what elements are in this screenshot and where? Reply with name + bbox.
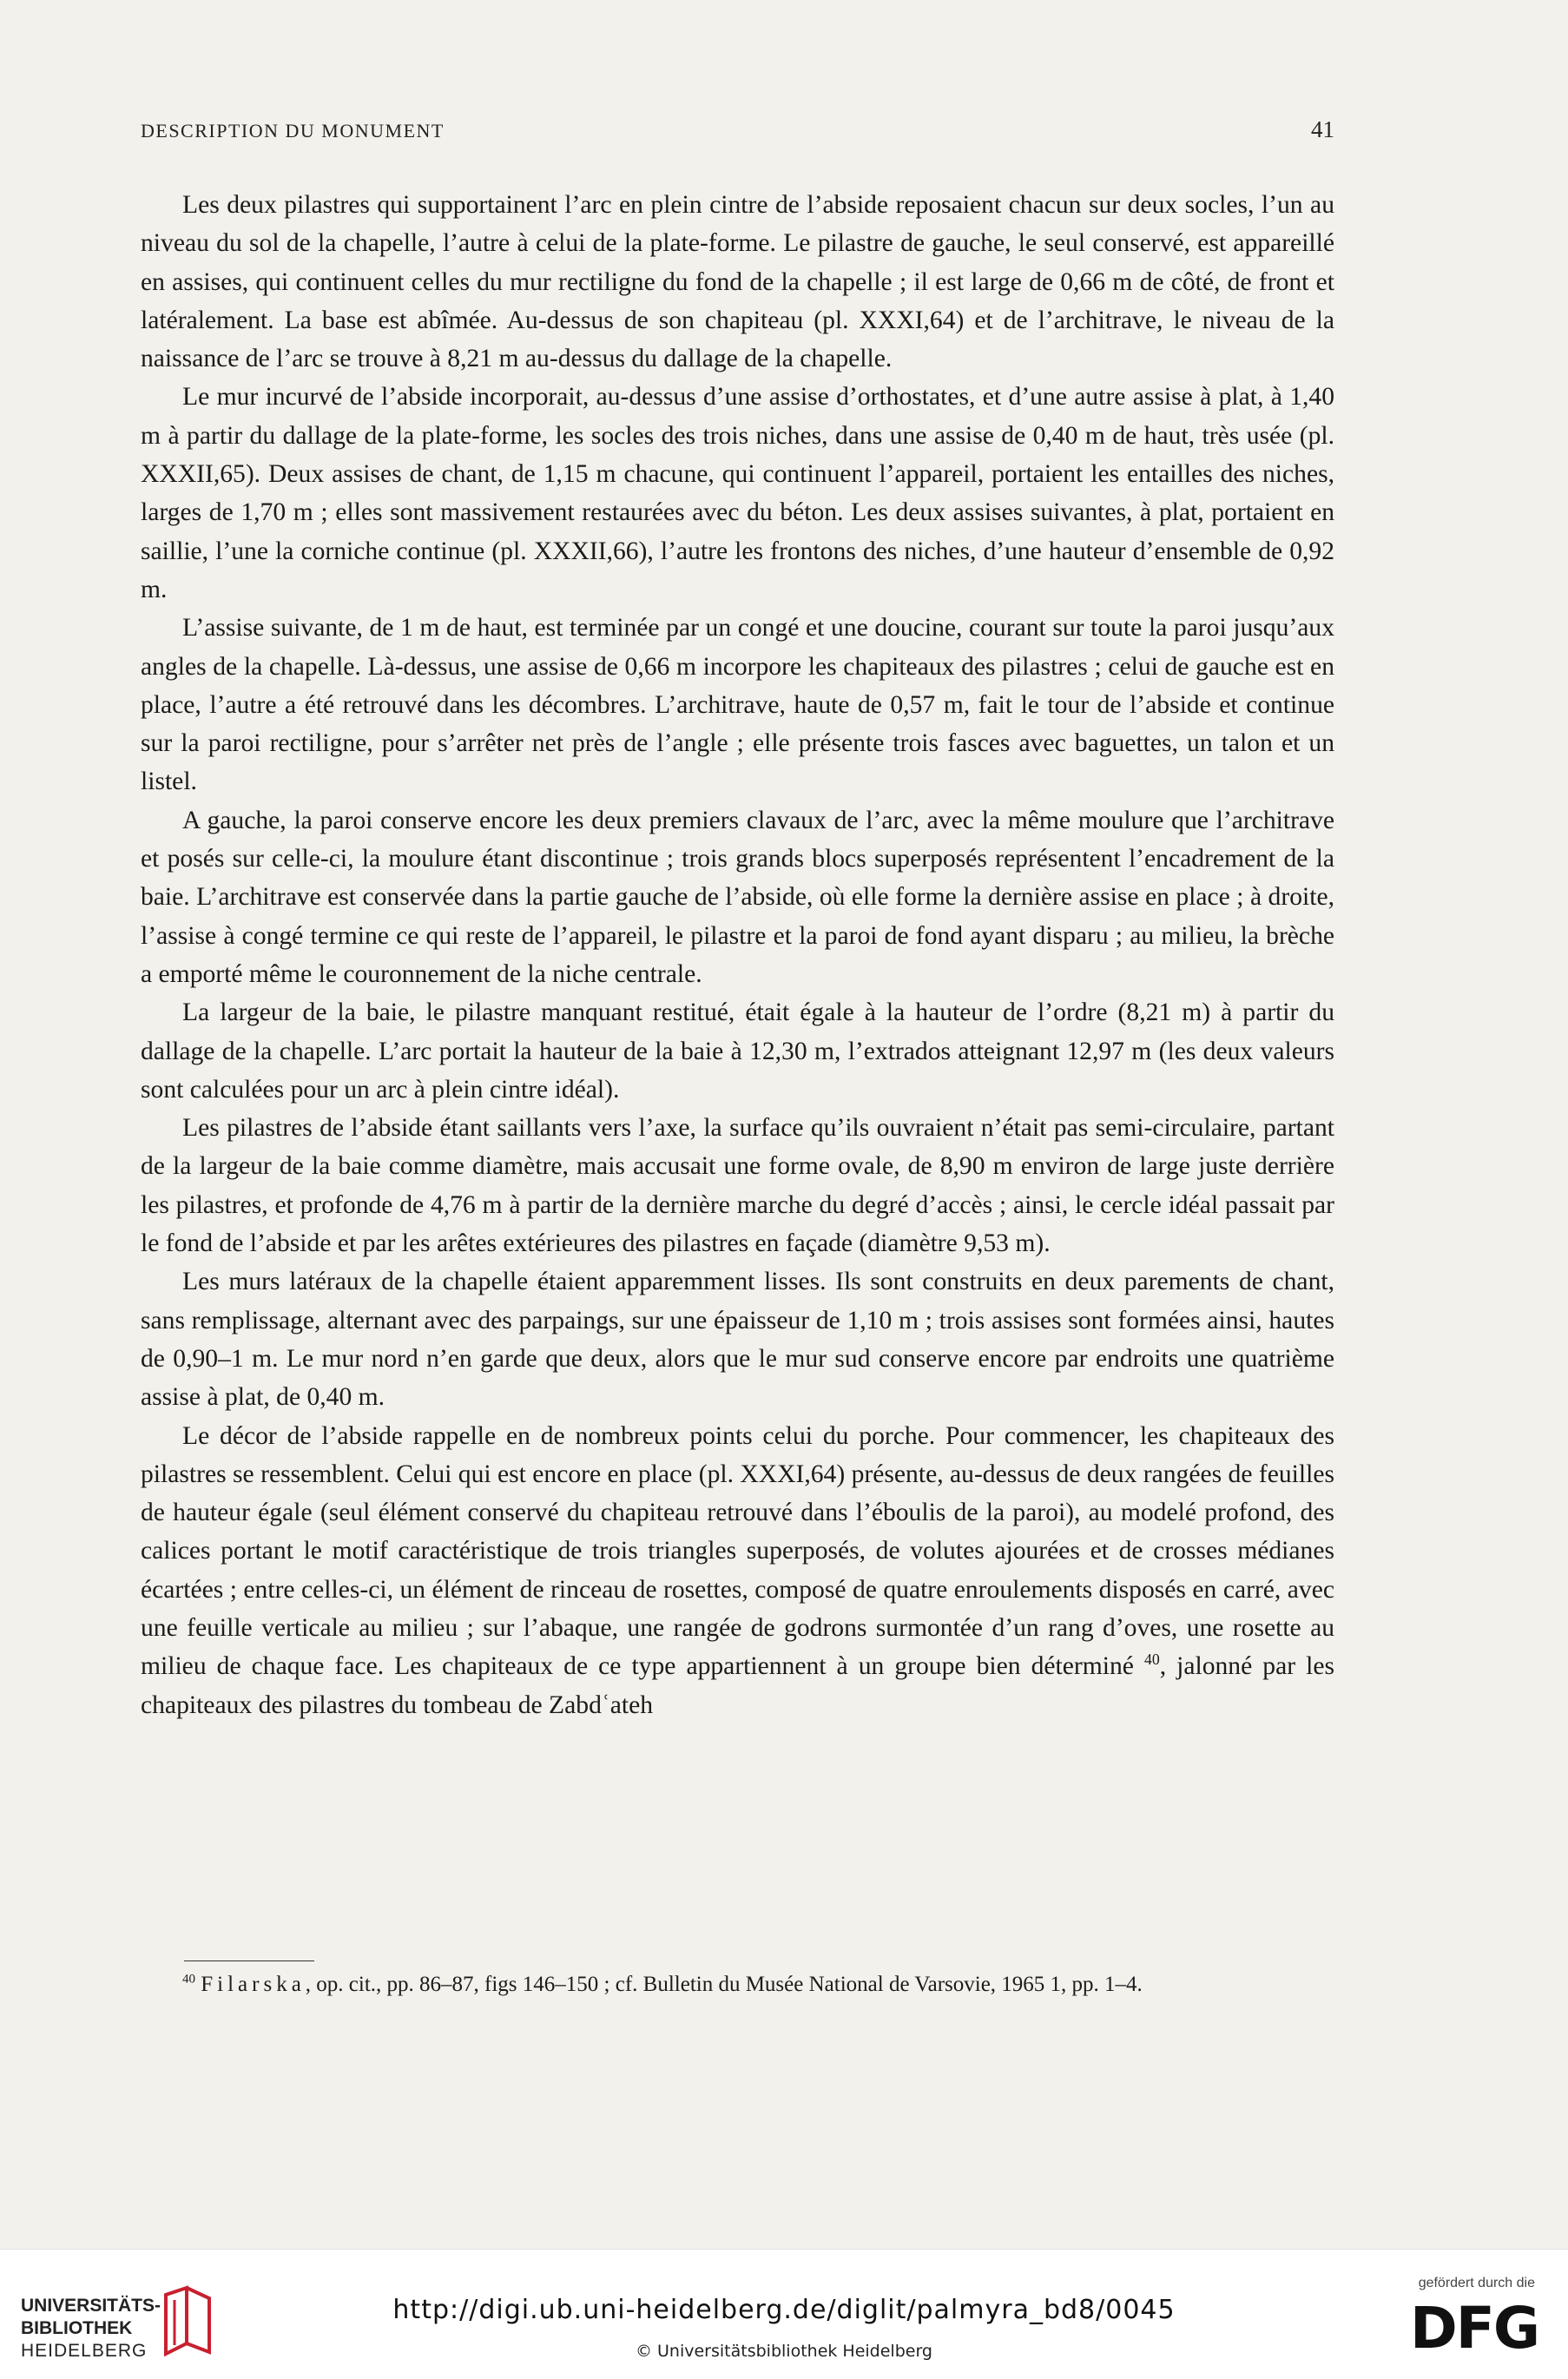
footnote-number: 40 [182, 1972, 195, 1987]
footer-bar [0, 2249, 1568, 2379]
paragraph: A gauche, la paroi conserve encore les deux premiers clavaux de l’arc, avec la même moulure que l’architrave et posés sur celle-ci, la moulure étant discontinue ; trois grands blocs superposés représentent l’encadrement de la baie. L’architrave est conservée dans la partie gauche de l’abside, où elle forme la dernière assise en place ; à droite, l’assise à congé termine ce qui reste de l’appareil, le pilastre et la paroi de fond ayant disparu ; au milieu, la brèche a emporté même le couronnement de la niche centrale. [141, 806, 1334, 988]
footnote [141, 1969, 1334, 2000]
dfg-caption: gefördert durch die [1418, 2276, 1535, 2290]
paragraph: Le décor de l’abside rappelle en de nombreux points celui du porche. Pour commencer, les chapiteaux des pilastres se ressemblent. Celui qui est encore en place (pl. XXXI,64) présente, au-dessus de deux rangées de feuilles de hauteur égale (seul élément conservé du chapiteau retrouvé dans l’éboulis de la paroi), au modelé profond, des calices portant le motif caractéristique de trois triangles superposés, de volutes ajourées et de crosses médianes écartées ; entre celles-ci, un élément de rinceau de rosettes, composé de quatre enroulements disposés en carré, avec une feuille verticale au milieu ; sur l’abaque, une rangée de godrons surmontée d’un rang d’oves, une rosette au milieu de chaque face. Les chapiteaux de ce type appartiennent à un groupe bien déterminé $^{40}$, jalonné par les chapiteaux des pilastres du tombeau de Zabdʿateh [141, 1421, 1334, 1719]
copyright-notice: © Universitätsbibliothek Heidelberg [635, 2342, 932, 2361]
library-logo[interactable]: UNIVERSITÄTS- BIBLIOTHEK HEIDELBERG [21, 2296, 161, 2361]
footnote-text: , op. cit., pp. 86–87, figs 146–150 ; cf. Bulletin du Musée National de Varsovie, 1965 1, pp. 1–4. [305, 1973, 1143, 1996]
paragraph: Les pilastres de l’abside étant saillants vers l’axe, la surface qu’ils ouvraient n’était pas semi-circulaire, partant de la largeur de la baie comme diamètre, mais accusait une forme ovale, de 8,90 m environ de large juste derrière les pilastres, et profonde de 4,76 m à partir de la dernière marche du degré d’accès ; ainsi, le cercle idéal passait par le fond de l’abside et par les arêtes extérieures des pilastres en façade (diamètre 9,53 m). [141, 1114, 1334, 1258]
paragraph: Les murs latéraux de la chapelle étaient apparemment lisses. Ils sont construits en deux parements de chant, sans remplissage, alternant avec des parpaings, sur une épaisseur de 1,10 m ; trois assises sont formées ainsi, hautes de 0,90–1 m. Le mur nord n’en garde que deux, alors que le mur sud conserve encore par endroits une quatrième assise à plat, de 0,40 m. [141, 1268, 1334, 1412]
paragraph: Le mur incurvé de l’abside incorporait, au-dessus d’une assise d’orthostates, et d’une autre assise à plat, à 1,40 m à partir du dallage de la plate-forme, les socles des trois niches, dans une assise de 0,40 m de haut, très usée (pl. XXXII,65). Deux assises de chant, de 1,15 m chacune, qui continuent l’appareil, portaient les entailles des niches, larges de 1,70 m ; elles sont massivement restaurées avec du béton. Les deux assises suivantes, à plat, portaient en saillie, l’une la corniche continue (pl. XXXII,66), l’autre les frontons des niches, d’une hauteur d’ensemble de 0,92 m. [141, 383, 1334, 603]
running-title: DESCRIPTION DU MONUMENT [141, 120, 445, 142]
dfg-logo[interactable]: DFG [1409, 2295, 1538, 2362]
permalink-url[interactable]: http://digi.ub.uni-heidelberg.de/diglit/palmyra_bd8/0045 [392, 2295, 1176, 2325]
paragraph: L’assise suivante, de 1 m de haut, est terminée par un congé et une doucine, courant sur toute la paroi jusqu’aux angles de la chapelle. Là-dessus, une assise de 0,66 m incorpore les chapiteaux des pilastres ; celui de gauche est en place, l’autre a été retrouvé dans les décombres. L’architrave, haute de 0,57 m, fait le tour de l’abside et continue sur la paroi rectiligne, pour s’arrêter net près de l’angle ; elle présente trois fasces avec baguettes, un talon et un listel. [141, 614, 1334, 796]
footnote-author: Filarska [201, 1973, 306, 1996]
paragraph: La largeur de la baie, le pilastre manquant restitué, était égale à la hauteur de l’ordre (8,21 m) à partir du dallage de la chapelle. L’arc portait la hauteur de la baie à 12,30 m, l’extrados atteignant 12,97 m (les deux valeurs sont calculées pour un arc à plein cintre idéal). [141, 998, 1334, 1104]
body-text [141, 186, 1334, 1724]
running-head [141, 116, 1334, 143]
footnote-reference: 40 [1143, 1651, 1160, 1669]
paragraph: Les deux pilastres qui supportainent l’arc en plein cintre de l’abside reposaient chacun sur deux socles, l’un au niveau du sol de la chapelle, l’autre à celui de la plate-forme. Le pilastre de gauche, le seul conservé, est appareillé en assises, qui continuent celles du mur rectiligne du fond de la chapelle ; il est large de 0,66 m de côté, de front et latéralement. La base est abîmée. Au-dessus de son chapiteau (pl. XXXI,64) et de l’architrave, le niveau de la naissance de l’arc se trouve à 8,21 m au-dessus du dallage de la chapelle. [141, 191, 1334, 373]
page-number: 41 [1311, 116, 1334, 142]
